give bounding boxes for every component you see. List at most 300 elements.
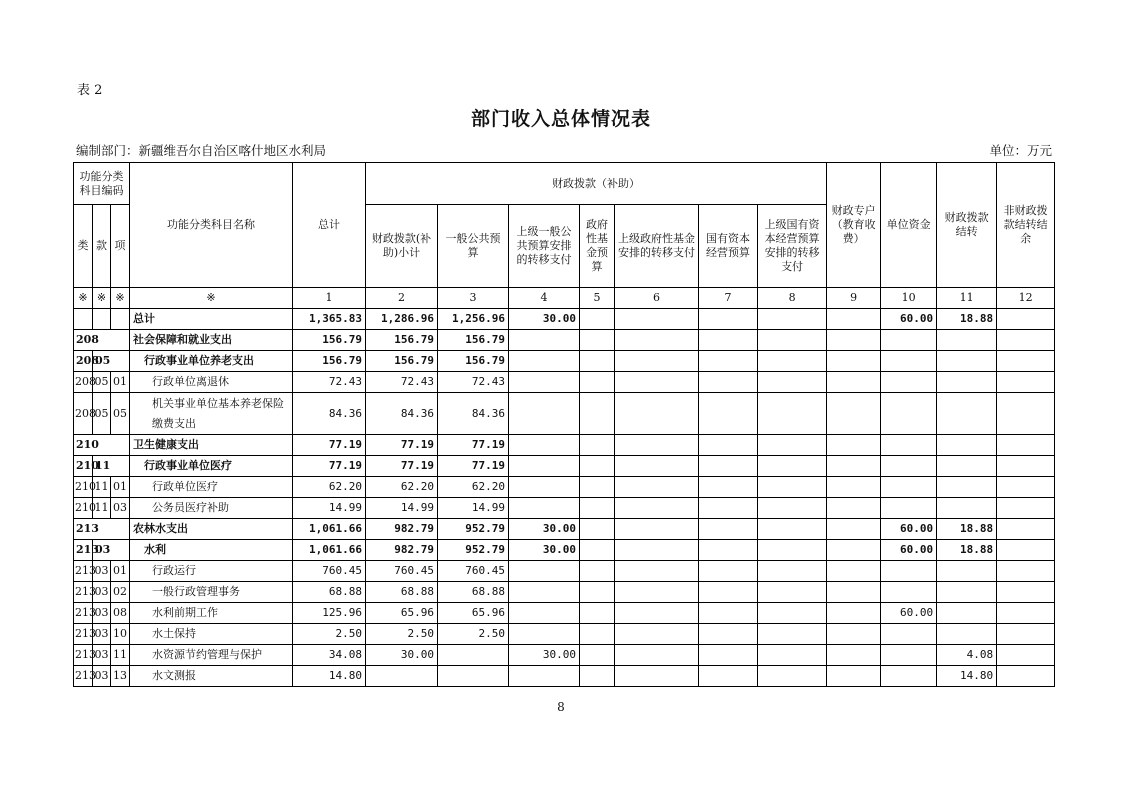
cell-general: 65.96 [438,603,509,624]
cell-xiang: 01 [111,477,130,498]
cell-special [827,330,881,351]
cell-subtotal: 156.79 [366,351,438,372]
cell-subtotal: 14.99 [366,498,438,519]
cell-lei: 208 [74,372,93,393]
header-func-code: 功能分类科目编码 [74,163,130,205]
cell-nonfiscal [997,477,1055,498]
cell-lei: 208 [74,351,93,372]
cell-fiscal-carry [937,561,997,582]
cell-state-capital [699,309,758,330]
cell-special [827,456,881,477]
cell-state-capital [699,561,758,582]
cell-kuan: 03 [93,582,111,603]
cell-fiscal-carry: 4.08 [937,645,997,666]
page-number: 8 [557,700,565,714]
cell-unit-funds: 60.00 [881,309,937,330]
cell-upper-gov-fund [615,540,699,561]
cell-subtotal: 84.36 [366,393,438,435]
cell-total: 156.79 [293,351,366,372]
table-row [74,540,1055,561]
cell-upper-general [509,435,580,456]
cell-unit-funds [881,666,937,687]
cell-lei: 208 [74,393,93,435]
cell-unit-funds [881,435,937,456]
cell-general [438,666,509,687]
cell-fiscal-carry [937,624,997,645]
cell-general: 952.79 [438,519,509,540]
cell-special [827,351,881,372]
cell-upper-state-capital [758,624,827,645]
cell-func-name: 水文测报 [130,666,293,687]
cell-upper-state-capital [758,540,827,561]
cell-special [827,309,881,330]
cell-upper-general [509,582,580,603]
cell-unit-funds: 60.00 [881,519,937,540]
cell-lei: 213 [74,582,93,603]
cell-func-name: 水资源节约管理与保护 [130,645,293,666]
cell-upper-state-capital [758,309,827,330]
page-title: 部门收入总体情况表 [470,108,651,130]
cell-upper-state-capital [758,477,827,498]
cell-subtotal: 760.45 [366,561,438,582]
cell-upper-general [509,603,580,624]
cell-upper-state-capital [758,456,827,477]
cell-upper-general: 30.00 [509,519,580,540]
cell-upper-general [509,351,580,372]
cell-xiang: 01 [111,561,130,582]
table-row [74,561,1055,582]
cell-upper-general [509,393,580,435]
cell-func-name: 社会保障和就业支出 [130,330,293,351]
table-tag: 表 2 [77,83,103,98]
cell-general: 77.19 [438,435,509,456]
index-cell: 5 [580,288,615,309]
cell-nonfiscal [997,561,1055,582]
cell-nonfiscal [997,372,1055,393]
header-func-name: 功能分类科目名称 [130,163,293,288]
cell-unit-funds [881,372,937,393]
cell-state-capital [699,330,758,351]
cell-state-capital [699,540,758,561]
index-cell: 2 [366,288,438,309]
cell-gov-fund [580,393,615,435]
table-row [74,498,1055,519]
cell-lei [74,309,93,330]
cell-kuan: 11 [93,477,111,498]
cell-upper-general [509,330,580,351]
cell-total: 34.08 [293,645,366,666]
cell-func-name: 卫生健康支出 [130,435,293,456]
header-unit-funds: 单位资金 [881,163,937,288]
cell-lei: 213 [74,666,93,687]
cell-kuan [93,309,111,330]
cell-total: 77.19 [293,435,366,456]
cell-state-capital [699,372,758,393]
cell-upper-state-capital [758,498,827,519]
cell-lei: 213 [74,603,93,624]
cell-upper-gov-fund [615,372,699,393]
cell-upper-general [509,666,580,687]
cell-unit-funds [881,498,937,519]
cell-gov-fund [580,477,615,498]
cell-upper-general: 30.00 [509,540,580,561]
cell-gov-fund [580,309,615,330]
cell-fiscal-carry: 18.88 [937,519,997,540]
cell-unit-funds [881,351,937,372]
cell-upper-general [509,456,580,477]
cell-special [827,582,881,603]
cell-gov-fund [580,582,615,603]
cell-upper-state-capital [758,351,827,372]
cell-fiscal-carry [937,477,997,498]
header-fiscal-subtotal: 财政拨款(补助)小计 [366,205,438,288]
cell-func-name: 总计 [130,309,293,330]
cell-func-name: 水利 [130,540,293,561]
cell-general: 952.79 [438,540,509,561]
cell-general: 84.36 [438,393,509,435]
cell-special [827,477,881,498]
cell-xiang: 03 [111,498,130,519]
cell-nonfiscal [997,393,1055,435]
cell-subtotal [366,666,438,687]
cell-xiang: 01 [111,372,130,393]
header-nonfiscal-carryover: 非财政拨款结转结余 [997,163,1055,288]
cell-total: 72.43 [293,372,366,393]
cell-nonfiscal [997,540,1055,561]
cell-state-capital [699,393,758,435]
cell-kuan: 05 [93,372,111,393]
cell-fiscal-carry [937,372,997,393]
cell-total: 125.96 [293,603,366,624]
cell-nonfiscal [997,666,1055,687]
table-row [74,666,1055,687]
cell-upper-general [509,561,580,582]
index-cell: ※ [130,288,293,309]
cell-unit-funds [881,624,937,645]
table-row [74,456,1055,477]
cell-gov-fund [580,666,615,687]
cell-fiscal-carry [937,603,997,624]
cell-upper-state-capital [758,603,827,624]
header-special-account: 财政专户（教育收费） [827,163,881,288]
cell-upper-gov-fund [615,435,699,456]
cell-upper-gov-fund [615,330,699,351]
cell-upper-gov-fund [615,582,699,603]
cell-fiscal-carry: 14.80 [937,666,997,687]
cell-gov-fund [580,561,615,582]
table-row [74,309,1055,330]
cell-subtotal: 77.19 [366,435,438,456]
table-row [74,645,1055,666]
cell-upper-state-capital [758,645,827,666]
cell-special [827,666,881,687]
table-row [74,351,1055,372]
cell-kuan: 03 [93,666,111,687]
cell-upper-general [509,624,580,645]
cell-subtotal: 65.96 [366,603,438,624]
index-cell: 6 [615,288,699,309]
header-general-budget: 一般公共预算 [438,205,509,288]
table-row [74,435,1055,456]
cell-total: 156.79 [293,330,366,351]
table-row [74,330,1055,351]
cell-special [827,372,881,393]
cell-upper-gov-fund [615,456,699,477]
cell-lei: 213 [74,519,130,540]
table-row [74,603,1055,624]
cell-fiscal-carry [937,456,997,477]
cell-upper-general [509,477,580,498]
cell-subtotal: 982.79 [366,519,438,540]
cell-general: 14.99 [438,498,509,519]
cell-upper-state-capital [758,561,827,582]
cell-upper-gov-fund [615,393,699,435]
cell-total: 760.45 [293,561,366,582]
header-fiscal-carryover: 财政拨款结转 [937,163,997,288]
cell-total: 14.99 [293,498,366,519]
cell-nonfiscal [997,309,1055,330]
cell-unit-funds [881,477,937,498]
cell-fiscal-carry [937,435,997,456]
cell-upper-gov-fund [615,519,699,540]
cell-kuan: 03 [93,624,111,645]
cell-nonfiscal [997,582,1055,603]
cell-nonfiscal [997,624,1055,645]
table-row [74,372,1055,393]
cell-kuan: 03 [93,645,111,666]
cell-lei: 210 [74,435,130,456]
cell-state-capital [699,582,758,603]
header-upper-state-capital: 上级国有资本经营预算安排的转移支付 [758,205,827,288]
cell-fiscal-carry: 18.88 [937,309,997,330]
cell-general: 156.79 [438,330,509,351]
cell-kuan: 11 [93,456,130,477]
header-lei: 类 [74,205,93,288]
header-kuan: 款 [93,205,111,288]
cell-upper-general: 30.00 [509,309,580,330]
cell-xiang: 11 [111,645,130,666]
cell-func-name: 水利前期工作 [130,603,293,624]
index-cell: 10 [881,288,937,309]
cell-total: 1,365.83 [293,309,366,330]
cell-subtotal: 982.79 [366,540,438,561]
cell-general: 72.43 [438,372,509,393]
cell-upper-general: 30.00 [509,645,580,666]
cell-kuan: 03 [93,561,111,582]
cell-gov-fund [580,330,615,351]
cell-nonfiscal [997,456,1055,477]
cell-unit-funds [881,645,937,666]
table-row [74,393,1055,435]
cell-upper-general [509,372,580,393]
cell-subtotal: 68.88 [366,582,438,603]
cell-state-capital [699,477,758,498]
cell-upper-state-capital [758,435,827,456]
cell-func-name: 行政事业单位养老支出 [130,351,293,372]
cell-total: 62.20 [293,477,366,498]
cell-nonfiscal [997,351,1055,372]
cell-subtotal: 30.00 [366,645,438,666]
cell-unit-funds [881,330,937,351]
header-xiang: 项 [111,205,130,288]
cell-subtotal: 1,286.96 [366,309,438,330]
cell-upper-gov-fund [615,645,699,666]
cell-general: 156.79 [438,351,509,372]
cell-general: 62.20 [438,477,509,498]
index-cell: ※ [93,288,111,309]
cell-general: 77.19 [438,456,509,477]
cell-unit-funds [881,561,937,582]
cell-upper-gov-fund [615,477,699,498]
index-cell: 1 [293,288,366,309]
header-fiscal-group: 财政拨款（补助） [366,163,827,205]
cell-func-name: 行政运行 [130,561,293,582]
cell-total: 84.36 [293,393,366,435]
table-row [74,519,1055,540]
cell-gov-fund [580,456,615,477]
cell-state-capital [699,519,758,540]
cell-general: 760.45 [438,561,509,582]
cell-upper-gov-fund [615,666,699,687]
cell-upper-general [509,498,580,519]
cell-lei: 213 [74,540,93,561]
cell-special [827,435,881,456]
cell-nonfiscal [997,435,1055,456]
cell-gov-fund [580,540,615,561]
cell-func-name: 农林水支出 [130,519,293,540]
index-cell: 12 [997,288,1055,309]
cell-state-capital [699,624,758,645]
header-upper-gov-fund: 上级政府性基金安排的转移支付 [615,205,699,288]
cell-subtotal: 156.79 [366,330,438,351]
index-cell: 4 [509,288,580,309]
cell-unit-funds: 60.00 [881,540,937,561]
cell-lei: 210 [74,456,93,477]
table-row [74,582,1055,603]
cell-func-name: 行政事业单位医疗 [130,456,293,477]
cell-total: 14.80 [293,666,366,687]
cell-unit-funds [881,393,937,435]
cell-nonfiscal [997,519,1055,540]
cell-special [827,393,881,435]
cell-upper-state-capital [758,330,827,351]
cell-xiang [111,309,130,330]
cell-total: 68.88 [293,582,366,603]
cell-general: 1,256.96 [438,309,509,330]
cell-lei: 213 [74,645,93,666]
cell-fiscal-carry [937,351,997,372]
cell-state-capital [699,645,758,666]
cell-lei: 213 [74,561,93,582]
cell-special [827,624,881,645]
table-row [74,477,1055,498]
cell-upper-gov-fund [615,603,699,624]
cell-xiang: 08 [111,603,130,624]
cell-fiscal-carry [937,393,997,435]
compiling-department: 编制部门：新疆维吾尔自治区喀什地区水利局 [76,143,327,158]
cell-func-name: 机关事业单位基本养老保险缴费支出 [130,393,293,435]
cell-upper-state-capital [758,372,827,393]
cell-xiang: 13 [111,666,130,687]
cell-state-capital [699,351,758,372]
cell-fiscal-carry [937,330,997,351]
cell-fiscal-carry: 18.88 [937,540,997,561]
cell-xiang: 10 [111,624,130,645]
cell-state-capital [699,603,758,624]
cell-xiang: 02 [111,582,130,603]
cell-special [827,603,881,624]
cell-nonfiscal [997,645,1055,666]
cell-xiang: 05 [111,393,130,435]
cell-general [438,645,509,666]
cell-special [827,645,881,666]
cell-total: 77.19 [293,456,366,477]
cell-gov-fund [580,351,615,372]
cell-subtotal: 2.50 [366,624,438,645]
cell-unit-funds: 60.00 [881,603,937,624]
cell-upper-gov-fund [615,309,699,330]
cell-func-name: 公务员医疗补助 [130,498,293,519]
cell-upper-gov-fund [615,624,699,645]
income-table [73,162,1055,687]
cell-total: 1,061.66 [293,540,366,561]
cell-lei: 208 [74,330,130,351]
cell-unit-funds [881,456,937,477]
index-cell: 9 [827,288,881,309]
cell-kuan: 03 [93,603,111,624]
cell-special [827,519,881,540]
cell-nonfiscal [997,603,1055,624]
cell-kuan: 03 [93,540,130,561]
cell-state-capital [699,435,758,456]
cell-special [827,498,881,519]
cell-func-name: 水土保持 [130,624,293,645]
cell-gov-fund [580,372,615,393]
cell-total: 2.50 [293,624,366,645]
cell-general: 68.88 [438,582,509,603]
unit-label: 单位：万元 [989,143,1052,158]
index-cell: ※ [111,288,130,309]
header-gov-fund: 政府性基金预算 [580,205,615,288]
cell-upper-gov-fund [615,351,699,372]
cell-gov-fund [580,603,615,624]
cell-kuan: 05 [93,393,111,435]
cell-lei: 213 [74,624,93,645]
cell-func-name: 行政单位离退休 [130,372,293,393]
cell-gov-fund [580,624,615,645]
cell-upper-state-capital [758,582,827,603]
index-cell: 11 [937,288,997,309]
cell-total: 1,061.66 [293,519,366,540]
header-state-capital: 国有资本经营预算 [699,205,758,288]
cell-state-capital [699,456,758,477]
cell-upper-gov-fund [615,561,699,582]
cell-subtotal: 72.43 [366,372,438,393]
table-row [74,624,1055,645]
cell-state-capital [699,666,758,687]
cell-fiscal-carry [937,498,997,519]
cell-gov-fund [580,498,615,519]
cell-kuan: 05 [93,351,130,372]
cell-state-capital [699,498,758,519]
header-upper-general: 上级一般公共预算安排的转移支付 [509,205,580,288]
index-cell: 7 [699,288,758,309]
cell-special [827,540,881,561]
cell-func-name: 一般行政管理事务 [130,582,293,603]
cell-subtotal: 77.19 [366,456,438,477]
cell-upper-state-capital [758,666,827,687]
index-cell: 3 [438,288,509,309]
